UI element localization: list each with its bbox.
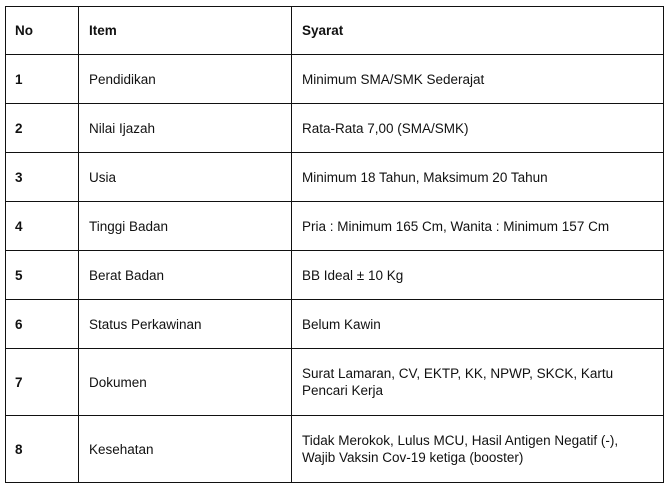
table-row xyxy=(6,104,664,153)
row-no: 2 xyxy=(6,104,79,153)
row-no: 7 xyxy=(6,349,79,416)
row-no: 1 xyxy=(6,55,79,104)
row-no: 6 xyxy=(6,300,79,349)
table-row xyxy=(6,251,664,300)
requirements-table xyxy=(5,6,664,483)
row-syarat: Tidak Merokok, Lulus MCU, Hasil Antigen Negatif (-), Wajib Vaksin Cov-19 ketiga (booster) xyxy=(292,416,664,483)
row-syarat: Rata-Rata 7,00 (SMA/SMK) xyxy=(292,104,664,153)
header-no: No xyxy=(6,7,79,55)
table-row xyxy=(6,300,664,349)
table-row xyxy=(6,202,664,251)
row-syarat: Belum Kawin xyxy=(292,300,664,349)
row-item: Dokumen xyxy=(79,349,292,416)
table-row xyxy=(6,55,664,104)
row-no: 8 xyxy=(6,416,79,483)
row-item: Status Perkawinan xyxy=(79,300,292,349)
header-item: Item xyxy=(79,7,292,55)
row-syarat: Minimum SMA/SMK Sederajat xyxy=(292,55,664,104)
row-syarat: Pria : Minimum 165 Cm, Wanita : Minimum 157 Cm xyxy=(292,202,664,251)
row-item: Usia xyxy=(79,153,292,202)
row-syarat: Minimum 18 Tahun, Maksimum 20 Tahun xyxy=(292,153,664,202)
row-syarat: Surat Lamaran, CV, EKTP, KK, NPWP, SKCK, Kartu Pencari Kerja xyxy=(292,349,664,416)
row-no: 3 xyxy=(6,153,79,202)
row-no: 4 xyxy=(6,202,79,251)
row-item: Pendidikan xyxy=(79,55,292,104)
row-no: 5 xyxy=(6,251,79,300)
header-syarat: Syarat xyxy=(292,7,664,55)
row-item: Berat Badan xyxy=(79,251,292,300)
table-header-row xyxy=(6,7,664,55)
row-item: Kesehatan xyxy=(79,416,292,483)
row-syarat: BB Ideal ± 10 Kg xyxy=(292,251,664,300)
table-row xyxy=(6,349,664,416)
table-row xyxy=(6,416,664,483)
table-row xyxy=(6,153,664,202)
row-item: Tinggi Badan xyxy=(79,202,292,251)
row-item: Nilai Ijazah xyxy=(79,104,292,153)
